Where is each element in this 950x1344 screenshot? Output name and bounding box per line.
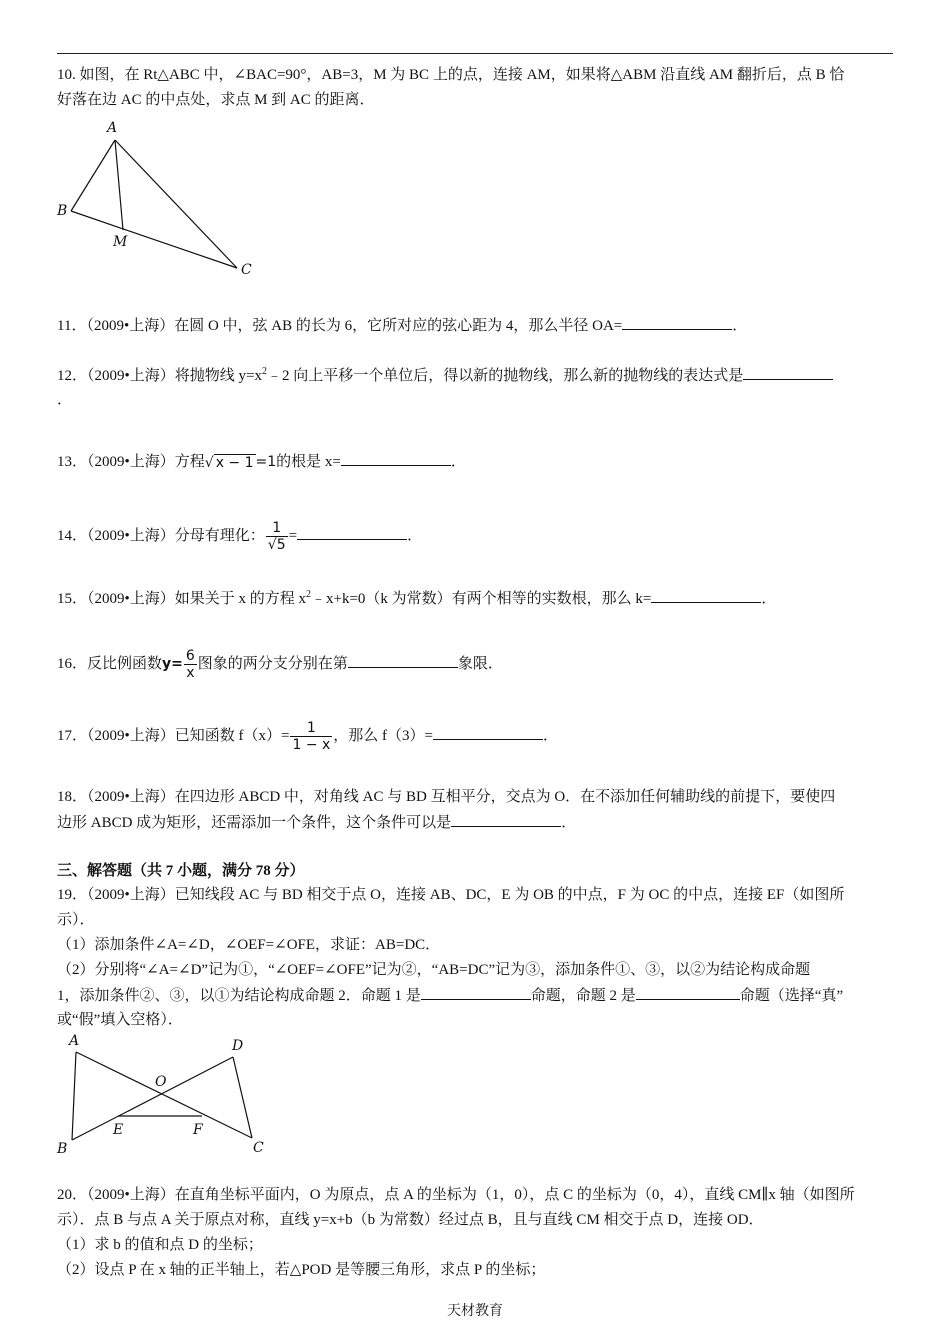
section3-title: 三、解答题（共 7 小题，满分 78 分） bbox=[57, 863, 305, 879]
q16-before: 16．反比例函数 bbox=[57, 655, 163, 672]
q19-line5c: 命题（选择“真” bbox=[739, 988, 844, 1004]
q12-exponent: 2 bbox=[261, 366, 267, 377]
q17-numerator: 1 bbox=[306, 720, 316, 736]
q13-equals: =1 bbox=[255, 454, 277, 470]
q11-text: 11．（2009•上海）在圆 O 中，弦 AB 的长为 6，它所对应的弦心距为 4，那么半径 OA= bbox=[57, 318, 623, 334]
q19-line1: 19．（2009•上海）已知线段 AC 与 BD 相交于点 O，连接 AB、DC，E 为 OB 的中点，F 为 OC 的中点，连接 EF（如图所 bbox=[57, 887, 845, 903]
q20-line3: （1）求 b 的值和点 D 的坐标； bbox=[57, 1237, 263, 1253]
q14-denominator: √5 bbox=[267, 537, 286, 553]
q19-line3: （1）添加条件∠A=∠D，∠OEF=∠OFE，求证：AB=DC． bbox=[57, 937, 441, 953]
q19-answer-blank-2[interactable] bbox=[636, 983, 740, 1000]
q19-line4: （2）分别将“∠A=∠D”记为①，“∠OEF=∠OFE”记为②，“AB=DC”记为③，添加条件①、③，以②为结论构成命题 bbox=[57, 962, 811, 978]
q20-line1: 20．（2009•上海）在直角坐标平面内，O 为原点，点 A 的坐标为（1，0），点 C 的坐标为（0，4），直线 CM∥x 轴（如图所 bbox=[57, 1187, 855, 1203]
q19-label-a: A bbox=[69, 1033, 80, 1049]
q19-label-o: O bbox=[155, 1074, 167, 1090]
q17 bbox=[57, 720, 897, 753]
q10-line1: 10. 如图，在 Rt△ABC 中，∠BAC=90°，AB=3，M 为 BC 上的点，连接 AM，如果将△ABM 沿直线 AM 翻折后，点 B 恰 bbox=[57, 67, 845, 83]
q13-before: 13．（2009•上海）方程 bbox=[57, 454, 205, 470]
q10-segment-ac bbox=[115, 140, 237, 268]
q17-answer-blank[interactable] bbox=[433, 723, 543, 740]
q17-before: 17．（2009•上海）已知函数 f（x）= bbox=[57, 727, 290, 744]
q13-radicand: x − 1 bbox=[215, 454, 254, 471]
q19-segment-ac bbox=[76, 1052, 252, 1138]
q17-denominator: 1 − x bbox=[292, 737, 331, 753]
q13-after: 的根是 x= bbox=[276, 454, 341, 470]
q18-end: ． bbox=[561, 815, 577, 831]
q12-end: ． bbox=[57, 392, 73, 408]
q16 bbox=[57, 648, 897, 681]
q16-denominator: x bbox=[184, 664, 197, 681]
q11-answer-blank[interactable] bbox=[622, 313, 732, 330]
q18-line2: 边形 ABCD 成为矩形，还需添加一个条件，这个条件可以是 bbox=[57, 815, 452, 831]
q18-line2-wrap bbox=[57, 810, 897, 835]
q14-fraction bbox=[266, 520, 288, 553]
q10-label-b: B bbox=[57, 203, 68, 219]
q10-segment-am bbox=[115, 140, 123, 230]
q15-after: ﹣x+k=0（k 为常数）有两个相等的实数根，那么 k= bbox=[311, 591, 652, 607]
q11-end: ． bbox=[732, 318, 748, 334]
q17-fraction bbox=[290, 720, 332, 753]
q12-before: 12．（2009•上海）将抛物线 y=x bbox=[57, 368, 262, 384]
q10-segment-ab bbox=[71, 140, 115, 211]
q16-fraction bbox=[184, 648, 197, 681]
q12 bbox=[57, 363, 897, 388]
q18-answer-blank[interactable] bbox=[451, 810, 561, 827]
q19-line5a: 1，添加条件②、③，以①为结论构成命题 2．命题 1 是 bbox=[57, 988, 421, 1004]
q14-before: 14．（2009•上海）分母有理化： bbox=[57, 527, 265, 544]
q14-answer-blank[interactable] bbox=[297, 523, 407, 540]
page-footer: 天材教育 bbox=[447, 1304, 503, 1319]
top-rule bbox=[57, 53, 893, 54]
q15-before: 15．（2009•上海）如果关于 x 的方程 x bbox=[57, 591, 307, 607]
q17-end: ． bbox=[543, 727, 559, 744]
q10-triangle-figure bbox=[55, 118, 265, 283]
q19-label-b: B bbox=[57, 1141, 68, 1157]
q19-label-c: C bbox=[253, 1140, 264, 1156]
q10-label-a: A bbox=[107, 120, 118, 136]
q20-line2: 示）．点 B 与点 A 关于原点对称，直线 y=x+b（b 为常数）经过点 B，且与直线 CM 相交于点 D，连接 OD． bbox=[57, 1212, 764, 1228]
q11 bbox=[57, 313, 897, 338]
q19-label-e: E bbox=[113, 1122, 124, 1138]
q16-after: 图象的两分支分别在第 bbox=[197, 655, 348, 672]
q19-line5 bbox=[57, 983, 897, 1008]
q19-figure bbox=[55, 1030, 275, 1165]
q14-after: = bbox=[288, 527, 298, 544]
q15-exponent: 2 bbox=[306, 589, 312, 600]
q13 bbox=[57, 449, 897, 475]
q16-end: 象限． bbox=[457, 655, 503, 672]
q19-line2: 示）． bbox=[57, 912, 95, 928]
q12-answer-blank[interactable] bbox=[743, 363, 833, 380]
q15-answer-blank[interactable] bbox=[651, 586, 761, 603]
q19-segment-bd bbox=[72, 1057, 233, 1140]
q19-answer-blank-1[interactable] bbox=[421, 983, 531, 1000]
q14 bbox=[57, 520, 897, 553]
q17-after: ，那么 f（3）= bbox=[333, 727, 434, 744]
q10-line2: 好落在边 AC 的中点处，求点 M 到 AC 的距离． bbox=[57, 92, 375, 108]
q13-answer-blank[interactable] bbox=[341, 449, 451, 466]
q20-line4: （2）设点 P 在 x 轴的正半轴上，若△POD 是等腰三角形，求点 P 的坐标； bbox=[57, 1262, 546, 1278]
q14-numerator: 1 bbox=[272, 520, 282, 536]
q19-segment-dc bbox=[233, 1057, 252, 1138]
q13-end: ． bbox=[450, 454, 466, 470]
q15-end: ． bbox=[761, 591, 777, 607]
q19-label-f: F bbox=[193, 1122, 203, 1138]
q16-numerator: 6 bbox=[185, 648, 195, 664]
q10-label-m: M bbox=[113, 234, 128, 250]
q10-label-c: C bbox=[241, 262, 252, 278]
q19-label-d: D bbox=[232, 1038, 244, 1054]
q14-end: ． bbox=[407, 527, 423, 544]
q18-line1: 18．（2009•上海）在四边形 ABCD 中，对角线 AC 与 BD 互相平分，交点为 O．在不添加任何辅助线的前提下，要使四 bbox=[57, 789, 836, 805]
q16-lhs: y= bbox=[162, 655, 183, 672]
q19-line6: 或“假”填入空格）． bbox=[57, 1012, 183, 1028]
q10-segment-bc bbox=[71, 211, 237, 268]
q15 bbox=[57, 586, 897, 611]
q19-line5b: 命题，命题 2 是 bbox=[530, 988, 636, 1004]
q16-answer-blank[interactable] bbox=[348, 651, 458, 668]
q12-after: ﹣2 向上平移一个单位后，得以新的抛物线，那么新的抛物线的表达式是 bbox=[266, 368, 744, 384]
q19-segment-ab bbox=[72, 1052, 76, 1140]
q14-denominator-radicand: 5 bbox=[276, 537, 286, 553]
q13-radical: √ x − 1 bbox=[204, 454, 254, 471]
